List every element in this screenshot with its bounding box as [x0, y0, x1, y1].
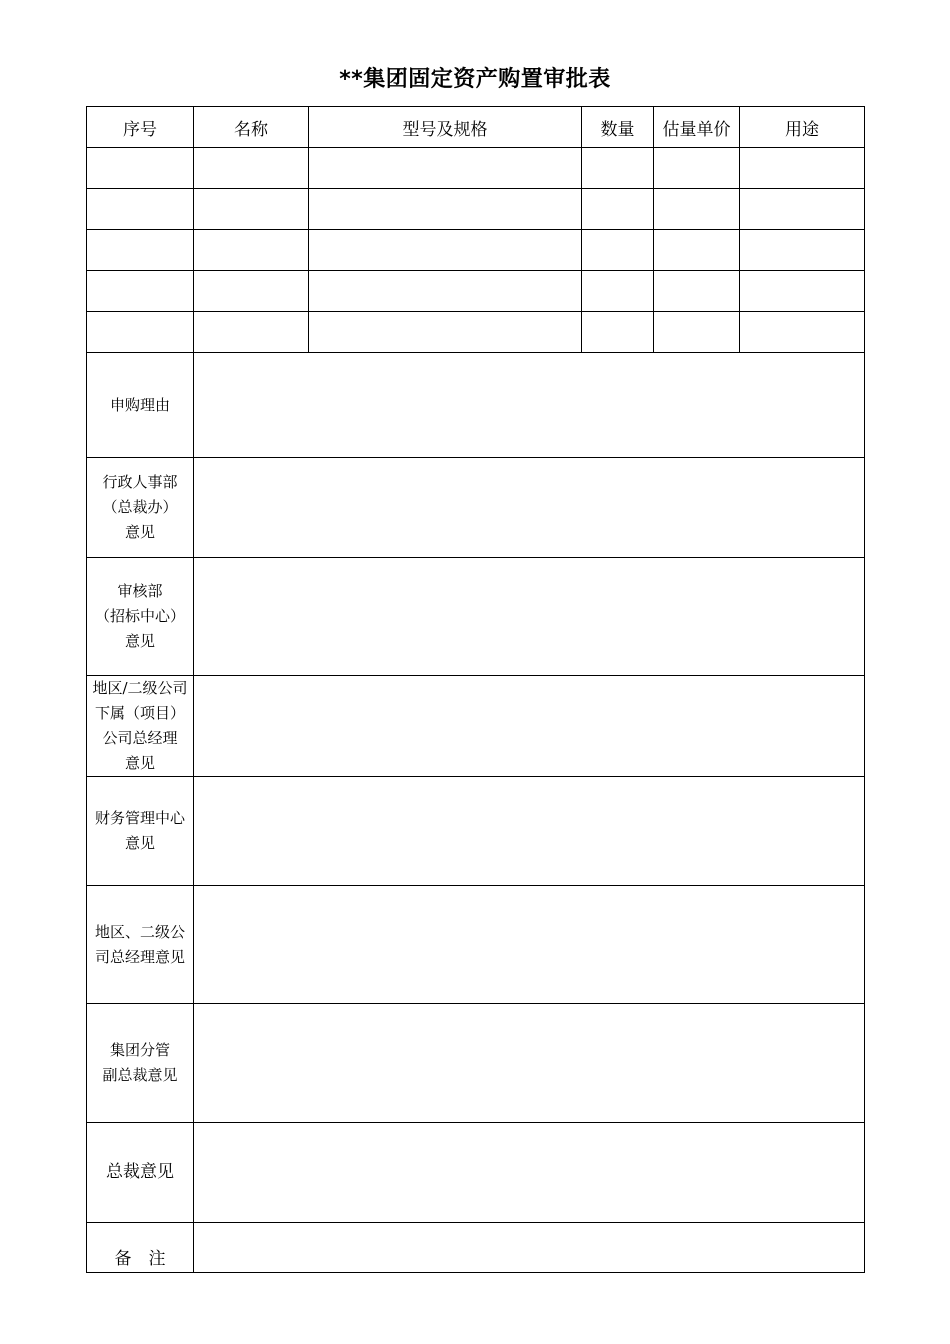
item-cell-serial[interactable] [87, 271, 194, 312]
section-value-field[interactable] [194, 458, 865, 558]
section-value-field[interactable] [194, 1223, 865, 1273]
section-label-line: 地区、二级公 [94, 922, 185, 941]
item-cell-purpose[interactable] [740, 148, 865, 189]
section-label-line: 审核部 [117, 582, 163, 600]
section-label-line: 副总裁意见 [102, 1066, 178, 1084]
item-cell-unit-price[interactable] [654, 230, 740, 271]
item-row [87, 230, 865, 271]
section-label-line: 意见 [124, 834, 155, 852]
section-value-field[interactable] [194, 1123, 865, 1223]
header-model-spec: 型号及规格 [309, 107, 582, 148]
section-label-line: 下属（项目） [94, 704, 185, 722]
item-cell-quantity[interactable] [582, 271, 654, 312]
section-admin-hr-opinion [87, 458, 865, 558]
item-cell-serial[interactable] [87, 312, 194, 353]
section-vp-opinion [87, 1004, 865, 1123]
section-president-opinion [87, 1123, 865, 1223]
section-audit-opinion [87, 558, 865, 676]
item-cell-unit-price[interactable] [654, 271, 740, 312]
approval-form-table [86, 106, 865, 1273]
section-label [87, 558, 194, 676]
section-value-field[interactable] [194, 777, 865, 886]
item-cell-unit-price[interactable] [654, 312, 740, 353]
section-label [87, 1123, 194, 1223]
section-label-line: 集团分管 [109, 1041, 170, 1059]
section-label-line: 司总经理意见 [94, 947, 185, 966]
item-row [87, 312, 865, 353]
header-name: 名称 [194, 107, 309, 148]
section-value-field[interactable] [194, 1004, 865, 1123]
section-regional-gm-opinion [87, 886, 865, 1004]
page-title: **集团固定资产购置审批表 [339, 67, 611, 92]
section-label-line: 行政人事部 [102, 473, 178, 491]
item-cell-unit-price[interactable] [654, 148, 740, 189]
header-quantity: 数量 [582, 107, 654, 148]
item-cell-unit-price[interactable] [654, 189, 740, 230]
section-label-line: 总裁意见 [106, 1162, 174, 1182]
section-value-field[interactable] [194, 353, 865, 458]
section-purchase-reason [87, 353, 865, 458]
item-cell-purpose[interactable] [740, 271, 865, 312]
header-purpose: 用途 [740, 107, 865, 148]
section-subsidiary-gm-opinion [87, 676, 865, 777]
section-label-line: 意见 [124, 632, 155, 650]
item-cell-model-spec[interactable] [309, 148, 582, 189]
section-label-line: （总裁办） [102, 498, 178, 516]
section-label [87, 777, 194, 886]
section-label-line: 公司总经理 [102, 729, 178, 747]
section-label-line: （招标中心） [94, 607, 185, 625]
header-row [87, 107, 865, 148]
item-cell-model-spec[interactable] [309, 230, 582, 271]
section-label-line: 地区/二级公司 [92, 679, 188, 697]
item-cell-model-spec[interactable] [309, 271, 582, 312]
item-cell-name[interactable] [194, 312, 309, 353]
item-cell-purpose[interactable] [740, 189, 865, 230]
item-cell-quantity[interactable] [582, 189, 654, 230]
section-value-field[interactable] [194, 558, 865, 676]
section-label-line: 申购理由 [109, 395, 170, 414]
section-value-field[interactable] [194, 676, 865, 777]
item-cell-serial[interactable] [87, 230, 194, 271]
item-cell-quantity[interactable] [582, 148, 654, 189]
item-cell-serial[interactable] [87, 189, 194, 230]
section-label-line: 意见 [124, 754, 155, 772]
section-remarks [87, 1223, 865, 1273]
item-cell-name[interactable] [194, 230, 309, 271]
item-cell-serial[interactable] [87, 148, 194, 189]
section-label [87, 1004, 194, 1123]
item-row [87, 271, 865, 312]
header-unit-price: 估量单价 [654, 107, 740, 148]
item-row [87, 189, 865, 230]
header-serial: 序号 [87, 107, 194, 148]
item-cell-purpose[interactable] [740, 312, 865, 353]
item-row [87, 148, 865, 189]
section-label [87, 353, 194, 458]
item-cell-model-spec[interactable] [309, 312, 582, 353]
item-cell-name[interactable] [194, 271, 309, 312]
section-label [87, 886, 194, 1004]
section-label-line: 财务管理中心 [94, 809, 185, 827]
item-cell-purpose[interactable] [740, 230, 865, 271]
item-cell-model-spec[interactable] [309, 189, 582, 230]
section-label [87, 676, 194, 777]
item-cell-quantity[interactable] [582, 230, 654, 271]
item-cell-name[interactable] [194, 148, 309, 189]
section-value-field[interactable] [194, 886, 865, 1004]
section-label [87, 1223, 194, 1273]
item-cell-quantity[interactable] [582, 312, 654, 353]
section-finance-opinion [87, 777, 865, 886]
item-cell-name[interactable] [194, 189, 309, 230]
section-label-line: 备 注 [114, 1249, 166, 1269]
section-label-line: 意见 [124, 523, 155, 541]
section-label [87, 458, 194, 558]
